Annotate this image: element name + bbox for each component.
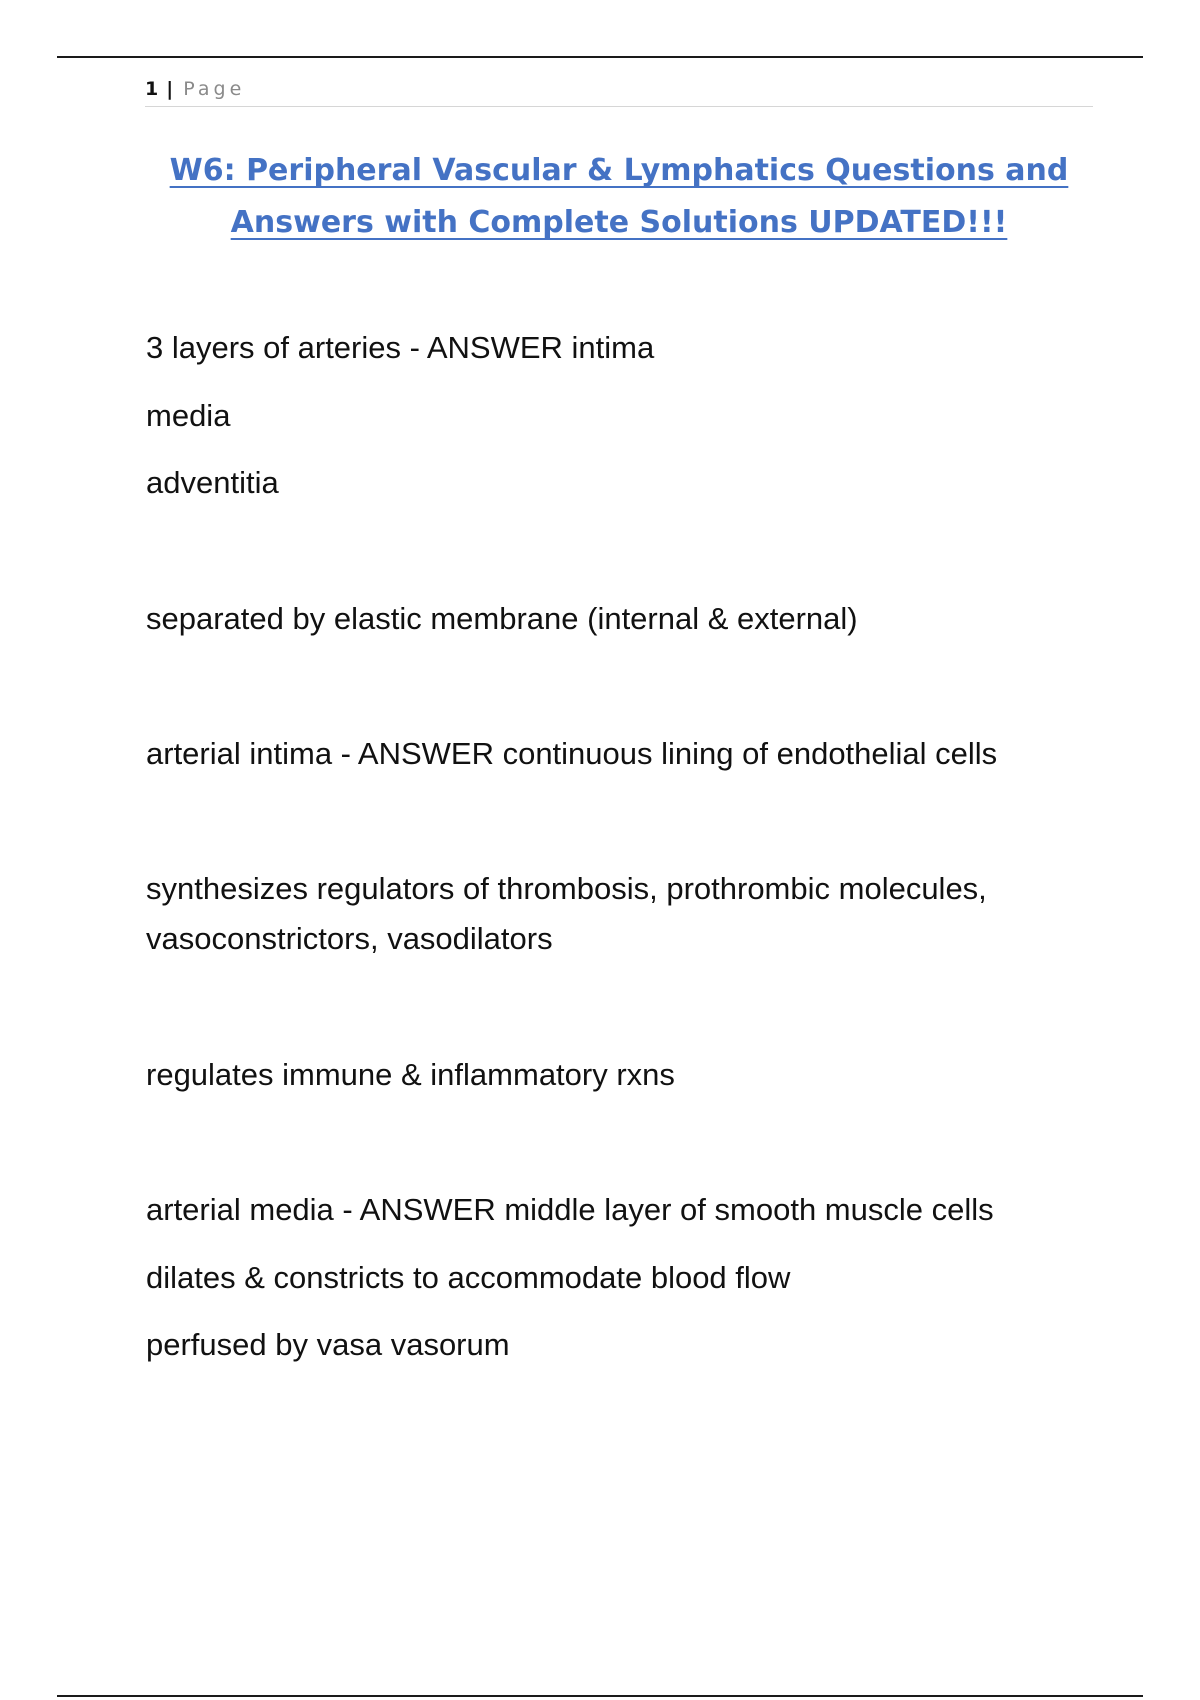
body-line: regulates immune & inflammatory rxns <box>146 1057 675 1092</box>
page-separator: | <box>166 78 174 100</box>
body-line: arterial intima - ANSWER continuous lining of endothelial cells <box>146 736 998 771</box>
body-line: arterial media - ANSWER middle layer of smooth muscle cells <box>146 1192 994 1227</box>
page-header <box>145 72 1093 107</box>
body-line: separated by elastic membrane (internal & external) <box>146 601 858 636</box>
page-label: Page <box>183 78 246 100</box>
body-line: 3 layers of arteries - ANSWER intima <box>146 330 655 365</box>
body-line: vasoconstrictors, vasodilators <box>146 921 553 956</box>
top-rule <box>57 56 1143 58</box>
document-title <box>140 145 1098 249</box>
title-line-1: W6: Peripheral Vascular & Lymphatics Questions and <box>169 153 1069 188</box>
bottom-rule <box>57 1695 1143 1697</box>
body-line: perfused by vasa vasorum <box>146 1327 510 1362</box>
body-line: dilates & constricts to accommodate blood flow <box>146 1260 791 1295</box>
body-line: synthesizes regulators of thrombosis, prothrombic molecules, <box>146 871 987 906</box>
title-line-2: Answers with Complete Solutions UPDATED!!! <box>230 205 1008 240</box>
body-line: adventitia <box>146 465 279 500</box>
page-number: 1 <box>145 78 159 100</box>
body-line: media <box>146 398 231 433</box>
